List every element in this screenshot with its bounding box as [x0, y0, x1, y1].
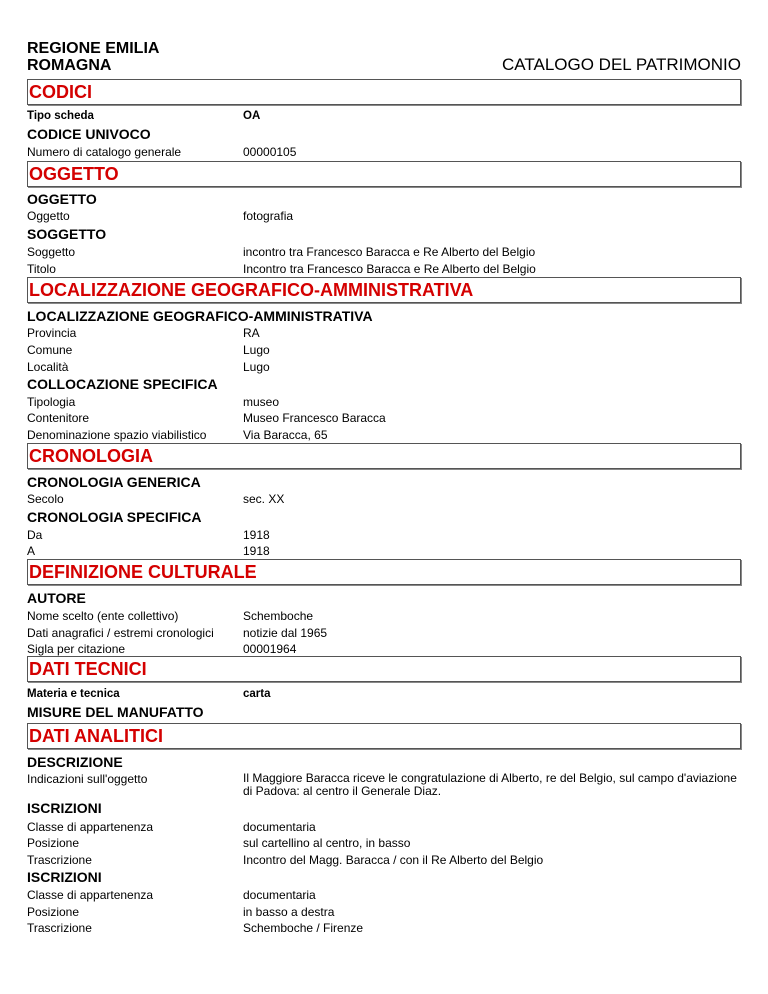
field-value: documentaria [243, 888, 316, 902]
field-label: Posizione [27, 905, 80, 919]
field-label: Tipologia [27, 395, 76, 409]
subsection-collocazione: COLLOCAZIONE SPECIFICA [27, 376, 218, 392]
field-value: Incontro del Magg. Baracca / con il Re Alberto del Belgio [243, 853, 544, 867]
subsection-codice-univoco: CODICE UNIVOCO [27, 126, 151, 142]
section-localizzazione [27, 277, 741, 303]
field-tipo-scheda [27, 110, 741, 126]
field-contenitore [27, 411, 741, 427]
region-title-line2: ROMAGNA [27, 57, 112, 74]
section-title: CRONOLOGIA [29, 446, 153, 466]
field-label: Materia e tecnica [27, 688, 120, 700]
field-label: Provincia [27, 326, 77, 340]
catalog-title: CATALOGO DEL PATRIMONIO [502, 55, 741, 74]
field-trascrizione-1 [27, 853, 741, 869]
subsection-iscrizioni-1: ISCRIZIONI [27, 800, 102, 816]
subsection-autore: AUTORE [27, 590, 86, 606]
subsection-oggetto: OGGETTO [27, 191, 97, 207]
field-numero-catalogo [27, 145, 741, 161]
field-label: Numero di catalogo generale [27, 145, 182, 159]
section-title: OGGETTO [29, 164, 119, 184]
field-value: in basso a destra [243, 905, 335, 919]
field-posizione-1 [27, 836, 741, 852]
field-value: Incontro tra Francesco Baracca e Re Alberto del Belgio [243, 262, 536, 276]
section-title: DEFINIZIONE CULTURALE [29, 562, 257, 582]
field-a [27, 544, 741, 560]
field-label: Titolo [27, 262, 56, 276]
section-dati-analitici [27, 723, 741, 749]
field-classe-1 [27, 820, 741, 836]
subsection-cron-specifica: CRONOLOGIA SPECIFICA [27, 509, 202, 525]
field-tipologia [27, 395, 741, 411]
field-label: Trascrizione [27, 921, 92, 935]
field-value: Il Maggiore Baracca riceve le congratulazione di Alberto, re del Belgio, sul campo d'aviazione di Padova: al centro il Generale Diaz. [243, 771, 737, 798]
field-value: incontro tra Francesco Baracca e Re Alberto del Belgio [243, 245, 536, 259]
section-title: DATI TECNICI [29, 659, 147, 679]
field-label: Classe di appartenenza [27, 888, 154, 902]
subsection-cron-generica: CRONOLOGIA GENERICA [27, 474, 201, 490]
field-label: Oggetto [27, 209, 70, 223]
field-label: Secolo [27, 492, 64, 506]
section-title: LOCALIZZAZIONE GEOGRAFICO-AMMINISTRATIVA [29, 280, 474, 300]
field-value: sul cartellino al centro, in basso [243, 836, 411, 850]
field-value: Lugo [243, 360, 270, 374]
field-label: Tipo scheda [27, 110, 94, 122]
subsection-soggetto: SOGGETTO [27, 226, 107, 242]
field-value: Via Baracca, 65 [243, 428, 328, 442]
section-codici [27, 79, 741, 105]
subsection-misure: MISURE DEL MANUFATTO [27, 704, 204, 720]
field-dati-anagrafici [27, 626, 741, 642]
field-soggetto [27, 245, 741, 261]
field-value: 1918 [243, 544, 270, 558]
field-label: Trascrizione [27, 853, 92, 867]
field-localita [27, 360, 741, 376]
field-value: 1918 [243, 528, 270, 542]
field-value: museo [243, 395, 280, 409]
field-value: RA [243, 326, 260, 340]
field-nome-scelto [27, 609, 741, 625]
field-value: sec. XX [243, 492, 285, 506]
section-cronologia [27, 443, 741, 469]
field-value: Museo Francesco Baracca [243, 411, 386, 425]
field-value: Schemboche / Firenze [243, 921, 364, 935]
region-title [27, 40, 227, 74]
section-oggetto [27, 161, 741, 187]
field-classe-2 [27, 888, 741, 904]
field-materia [27, 688, 741, 704]
field-provincia [27, 326, 741, 342]
field-label: Classe di appartenenza [27, 820, 154, 834]
field-value: Schemboche [243, 609, 314, 623]
field-label: Da [27, 528, 43, 542]
field-label: Comune [27, 343, 73, 357]
field-label: A [27, 544, 36, 558]
field-value: 00000105 [243, 145, 297, 159]
field-value: notizie dal 1965 [243, 626, 328, 640]
section-title: DATI ANALITICI [29, 726, 163, 746]
region-title-line1: REGIONE EMILIA [27, 40, 160, 57]
field-value: documentaria [243, 820, 316, 834]
subsection-iscrizioni-2: ISCRIZIONI [27, 869, 102, 885]
field-titolo [27, 262, 741, 278]
field-trascrizione-2 [27, 921, 741, 937]
field-label: Posizione [27, 836, 80, 850]
section-definizione [27, 559, 741, 585]
field-oggetto [27, 209, 741, 225]
field-label: Soggetto [27, 245, 76, 259]
field-label: Denominazione spazio viabilistico [27, 428, 207, 442]
section-title: CODICI [29, 82, 92, 102]
field-label: Nome scelto (ente collettivo) [27, 609, 179, 623]
field-secolo [27, 492, 741, 508]
field-label: Indicazioni sull'oggetto [27, 772, 148, 786]
field-value: fotografia [243, 209, 294, 223]
field-label: Contenitore [27, 411, 90, 425]
field-denominazione [27, 428, 741, 444]
subsection-localizzazione: LOCALIZZAZIONE GEOGRAFICO-AMMINISTRATIVA [27, 308, 373, 324]
field-value: carta [243, 688, 271, 700]
field-value: 00001964 [243, 642, 297, 656]
field-comune [27, 343, 741, 359]
field-label: Sigla per citazione [27, 642, 126, 656]
field-value: OA [243, 110, 261, 122]
field-posizione-2 [27, 905, 741, 921]
field-indicazioni [27, 772, 741, 804]
field-value: Lugo [243, 343, 270, 357]
subsection-descrizione: DESCRIZIONE [27, 754, 123, 770]
field-label: Dati anagrafici / estremi cronologici [27, 626, 214, 640]
field-da [27, 528, 741, 544]
field-label: Località [27, 360, 69, 374]
section-dati-tecnici [27, 656, 741, 682]
